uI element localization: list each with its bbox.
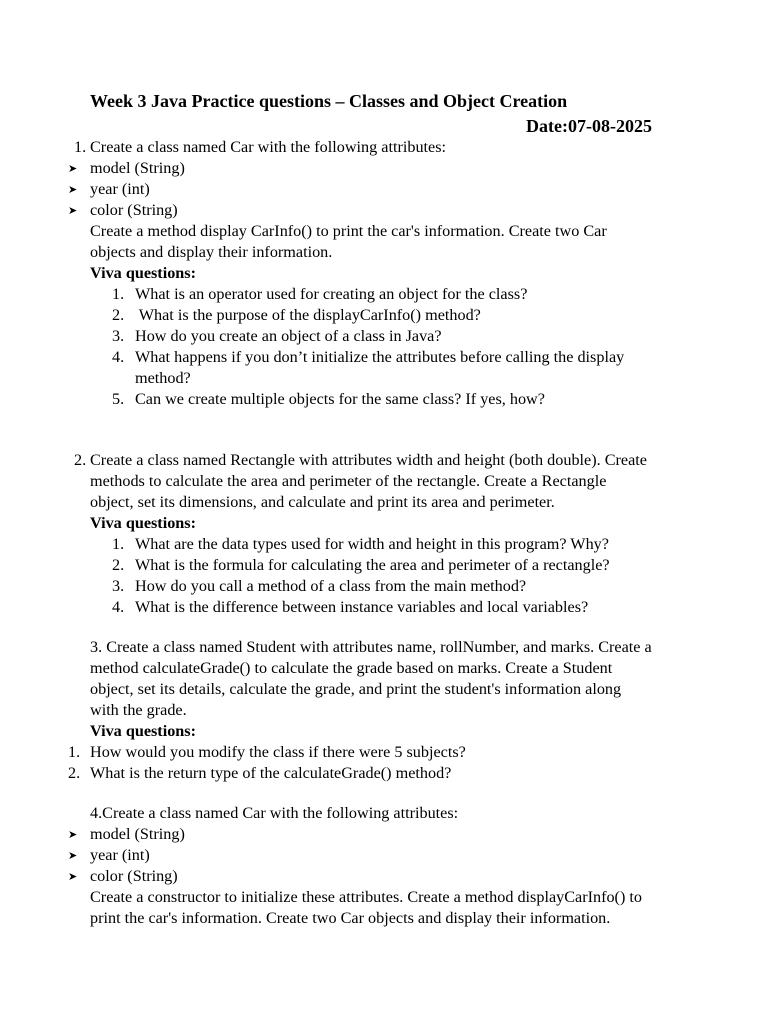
list-item: ➤ year (int) — [68, 846, 150, 864]
question-3-viva-list — [68, 742, 688, 784]
list-item-continuation: method? — [135, 369, 191, 387]
question-1 — [74, 137, 714, 158]
question-1-body: Create a method display CarInfo() to print the car's information. Create two Car objects and display their information. Viva questions: — [90, 221, 710, 284]
question-4-attributes — [68, 824, 668, 887]
list-item: 1. What are the data types used for width and height in this program? Why? — [112, 535, 609, 553]
date-label: Date:07-08-2025 — [526, 116, 652, 136]
list-item: ➤ year (int) — [68, 180, 150, 198]
arrow-bullet-icon: ➤ — [68, 204, 78, 217]
list-item: 3. How do you create an object of a class in Java? — [112, 327, 442, 345]
question-3: 3. Create a class named Student with attributes name, rollNumber, and marks. Create a method calculateGrade() to calculate the grade based on marks. Create a Student object, set its details, calculate the grade, and print the student's information along with the grade. Viva questions: — [90, 637, 710, 742]
arrow-bullet-icon: ➤ — [68, 849, 78, 862]
list-item: 1. How would you modify the class if there were 5 subjects? — [68, 743, 466, 761]
viva-label: Viva questions: — [90, 722, 196, 740]
list-item: 4. What is the difference between instance variables and local variables? — [112, 598, 589, 616]
arrow-bullet-icon: ➤ — [68, 162, 78, 175]
question-text: Create a class named Car with the following attributes: — [90, 138, 447, 156]
list-item: 3. How do you call a method of a class from the main method? — [112, 577, 527, 595]
question-4: 4.Create a class named Car with the following attributes: — [90, 804, 459, 822]
arrow-bullet-icon: ➤ — [68, 828, 78, 841]
list-item: ➤ model (String) — [68, 159, 185, 177]
question-1-intro — [74, 137, 714, 158]
question-4-body: Create a constructor to initialize these attributes. Create a method displayCarInfo() to print the car's information. Create two Car objects and display their information. — [90, 888, 642, 927]
question-1-attributes — [68, 158, 668, 221]
arrow-bullet-icon: ➤ — [68, 870, 78, 883]
list-item: 5. Can we create multiple objects for the same class? If yes, how? — [112, 390, 545, 408]
list-item: ➤ color (String) — [68, 867, 178, 885]
viva-label: Viva questions: — [90, 264, 196, 282]
list-item: 4. What happens if you don’t initialize the attributes before calling the display — [112, 348, 625, 366]
list-item: 2. What is the purpose of the displayCarInfo() method? — [112, 306, 481, 324]
question-number: 1. — [74, 138, 87, 156]
list-item: ➤ model (String) — [68, 825, 185, 843]
question-2: 2. Create a class named Rectangle with attributes width and height (both double). Create methods to calculate the area and perimeter of the rectangle. Create a Rectangle object, set its dimensions, and calculate and print its area and perimeter. Viva questions: — [74, 450, 734, 534]
question-1-viva-list — [112, 284, 712, 410]
question-number: 2. — [74, 451, 87, 469]
question-2-viva-list — [112, 534, 712, 618]
page-title: Week 3 Java Practice questions – Classes and Object Creation — [90, 91, 568, 111]
list-item: ➤ color (String) — [68, 201, 178, 219]
list-item: 2. What is the formula for calculating the area and perimeter of a rectangle? — [112, 556, 610, 574]
viva-label: Viva questions: — [90, 514, 196, 532]
list-item: 2. What is the return type of the calculateGrade() method? — [68, 764, 452, 782]
arrow-bullet-icon: ➤ — [68, 183, 78, 196]
list-item: 1. What is an operator used for creating an object for the class? — [112, 285, 528, 303]
